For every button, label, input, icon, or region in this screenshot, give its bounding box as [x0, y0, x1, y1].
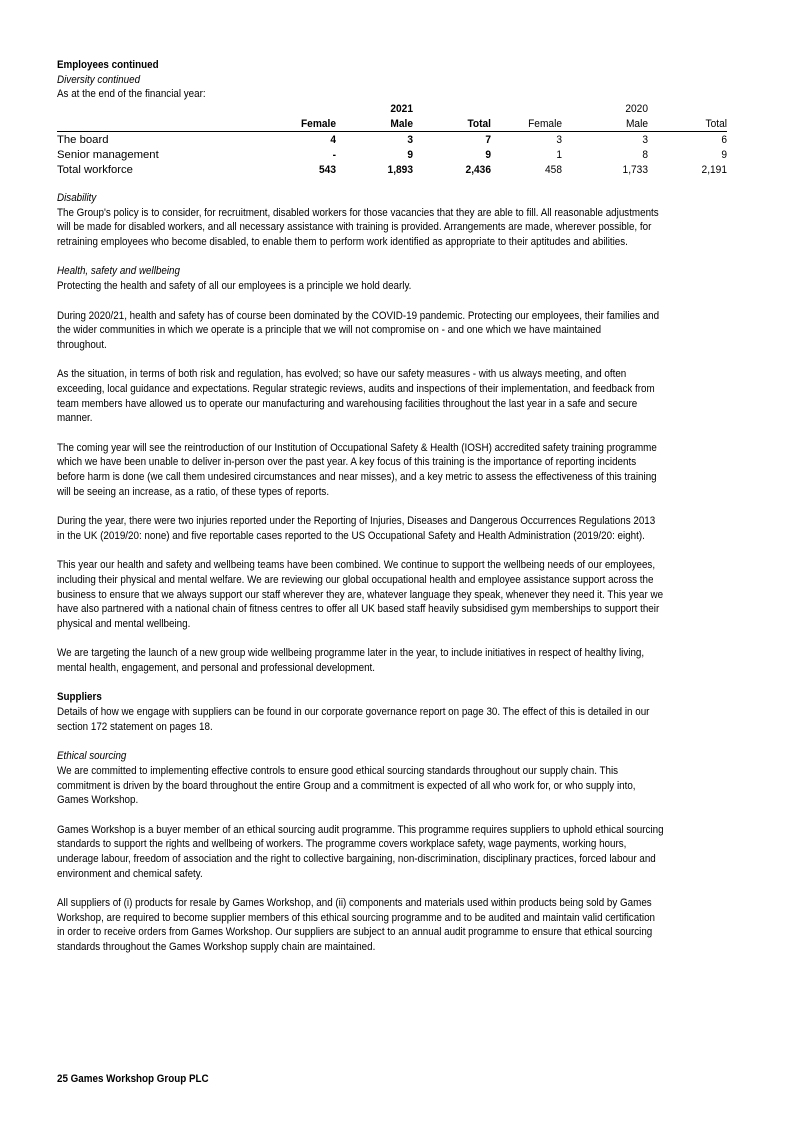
table-cell: 9 — [407, 149, 413, 162]
paragraph — [57, 896, 744, 955]
table-cell: 458 — [545, 163, 562, 176]
table-row — [57, 148, 727, 163]
row-label: Senior management — [57, 149, 159, 162]
table-cell: 4 — [330, 134, 336, 147]
table-cell: 9 — [721, 149, 727, 162]
text-line: in the UK (2019/20: none) and five reportable cases reported to the US Occupational Safety and Health Administration (2019/20: eight). — [57, 529, 645, 542]
text-line: underage labour, freedom of association and the right to collective bargaining, non-discrimination, disciplinary practices, forced labour and — [57, 852, 656, 865]
col-header: Male — [390, 117, 413, 130]
table-cell: 543 — [319, 163, 336, 176]
text-line: The coming year will see the reintroduction of our Institution of Occupational Safety & Health (IOSH) accredited safety training programme — [57, 441, 657, 454]
paragraph — [57, 823, 744, 882]
table-cell: 2,436 — [465, 163, 491, 176]
col-header: Male — [625, 117, 648, 130]
text-line: manner. — [57, 412, 93, 425]
subheading: Diversity continued — [57, 73, 141, 86]
text-line: Games Workshop is a buyer member of an ethical sourcing audit programme. This programme requires suppliers to uphold ethical sourcing — [57, 823, 664, 836]
paragraph — [57, 514, 744, 543]
text-line: mental health, engagement, and personal and professional development. — [57, 662, 376, 674]
year-header-row — [57, 102, 727, 117]
text-line: The Group's policy is to consider, for recruitment, disabled workers for those vacancies that they are able to fill. All reasonable adjustments — [57, 206, 659, 219]
paragraph — [57, 206, 744, 250]
paragraph — [57, 441, 744, 500]
text-line: We are committed to implementing effective controls to ensure good ethical sourcing standards throughout our supply chain. This — [57, 764, 619, 777]
text-line: commitment is driven by the board throughout the entire Group and a commitment is expected of all who work for, or who supply into, — [57, 779, 636, 792]
year-2020: 2020 — [625, 103, 648, 115]
diversity-table — [57, 102, 727, 177]
text-line: in order to receive orders from Games Workshop. Our suppliers are subject to an annual audit programme to ensure that ethical sourcing — [57, 926, 653, 939]
table-cell: 1,733 — [622, 163, 648, 176]
section-title: Health, safety and wellbeing — [57, 265, 180, 278]
row-label: Total workforce — [57, 163, 133, 176]
page-footer: 25 Games Workshop Group PLC — [57, 1073, 209, 1085]
text-line: the wider communities in which we operate is a principle that we will not compromise on - and one which we have maintained — [57, 324, 602, 337]
table-cell: 3 — [556, 134, 562, 147]
paragraph — [57, 309, 744, 353]
text-line: During 2020/21, health and safety has of course been dominated by the COVID-19 pandemic. Protecting our employees, their families and — [57, 309, 660, 322]
paragraph — [57, 367, 744, 426]
table-cell: 6 — [721, 134, 727, 147]
text-line: standards throughout the Games Workshop supply chain are maintained. — [57, 941, 376, 954]
body-text — [57, 191, 744, 955]
section-title: Ethical sourcing — [57, 750, 127, 763]
text-line: before harm is done (we call them undesired circumstances and near misses), and a key metric to assess the effectiveness of this training — [57, 471, 657, 484]
text-line: Protecting the health and safety of all our employees is a principle we hold dearly. — [57, 280, 412, 293]
row-label: The board — [57, 134, 109, 147]
text-line: This year our health and safety and wellbeing teams have been combined. We continue to support the wellbeing needs of our employees, — [57, 559, 656, 572]
text-line: which we have been unable to deliver in-person over the past year. A key focus of this training is the importance of reporting incidents — [57, 456, 637, 469]
col-header: Total — [467, 117, 491, 130]
text-line: Workshop, are required to become supplier members of this ethical sourcing programme and to be audited and maintain valid certification — [57, 911, 656, 924]
text-line: As the situation, in terms of both risk and regulation, has evolved; so have our safety measures - with us always meeting, and often — [57, 368, 627, 381]
text-line: throughout. — [57, 338, 107, 351]
header-rule — [57, 131, 727, 132]
text-line: During the year, there were two injuries reported under the Reporting of Injuries, Diseases and Dangerous Occurrences Regulations 2013 — [57, 515, 656, 528]
table-cell: 1 — [556, 149, 562, 162]
text-line: have also partnered with a national chain of fitness centres to offer all UK based staff heavily subsidised gym memberships to support their — [57, 603, 660, 616]
text-line: including their physical and mental welfare. We are reviewing our global occupational health and employee assistance support across the — [57, 573, 654, 586]
table-cell: 1,893 — [387, 163, 413, 176]
table-cell: 2,191 — [701, 163, 727, 176]
section-heading: Employees continued — [57, 59, 159, 71]
text-line: business to ensure that we always support our staff wherever they are, whatever language they speak, whenever they need it. This year we — [57, 588, 664, 601]
intro-block — [57, 58, 744, 102]
text-line: physical and mental wellbeing. — [57, 617, 191, 630]
paragraph — [57, 705, 744, 734]
paragraph — [57, 279, 744, 294]
section-title: Suppliers — [57, 691, 102, 704]
text-line: standards to support the rights and wellbeing of workers. The programme covers workplace safety, wage payments, working hours, — [57, 838, 627, 851]
text-line: Games Workshop. — [57, 794, 139, 807]
table-cell: 3 — [407, 134, 413, 147]
table-cell: 8 — [642, 149, 648, 162]
text-line: All suppliers of (i) products for resale by Games Workshop, and (ii) components and materials used within products being sold by Games — [57, 897, 652, 909]
year-2021: 2021 — [390, 103, 413, 115]
text-line: retraining employees who become disabled, to enable them to perform work identified as appropriate to their aptitudes and abilities. — [57, 236, 628, 249]
text-line: will be made for disabled workers, and all necessary assistance with training is provided. Arrangements are made, wherever possible, for — [57, 221, 652, 234]
paragraph — [57, 646, 744, 675]
col-header: Female — [300, 117, 336, 130]
column-header-row — [57, 117, 727, 132]
table-row — [57, 163, 727, 178]
table-cell: 9 — [485, 149, 491, 162]
table-cell: - — [332, 149, 336, 162]
paragraph — [57, 558, 744, 631]
text-line: Details of how we engage with suppliers can be found in our corporate governance report on page 30. The effect of this is detailed in our — [57, 706, 650, 719]
table-row — [57, 133, 727, 148]
col-header: Total — [705, 117, 727, 130]
text-line: exceeding, local guidance and expectations. Regular strategic reviews, audits and inspections of their implementation, and feedback from — [57, 382, 655, 395]
text-line: will be seeing an increase, as a ratio, of these types of reports. — [57, 485, 330, 498]
text-line: environment and chemical safety. — [57, 867, 203, 880]
section-title: Disability — [57, 192, 97, 204]
intro-text: As at the end of the financial year: — [57, 88, 206, 101]
text-line: team members have allowed us to operate our manufacturing and warehousing facilities throughout the last year in a safe and secure — [57, 397, 638, 410]
paragraph — [57, 764, 744, 808]
col-header: Female — [528, 117, 562, 130]
table-cell: 3 — [642, 134, 648, 147]
text-line: We are targeting the launch of a new group wide wellbeing programme later in the year, to include initiatives in respect of healthy living, — [57, 647, 645, 660]
table-cell: 7 — [485, 134, 491, 147]
text-line: section 172 statement on pages 18. — [57, 720, 213, 733]
